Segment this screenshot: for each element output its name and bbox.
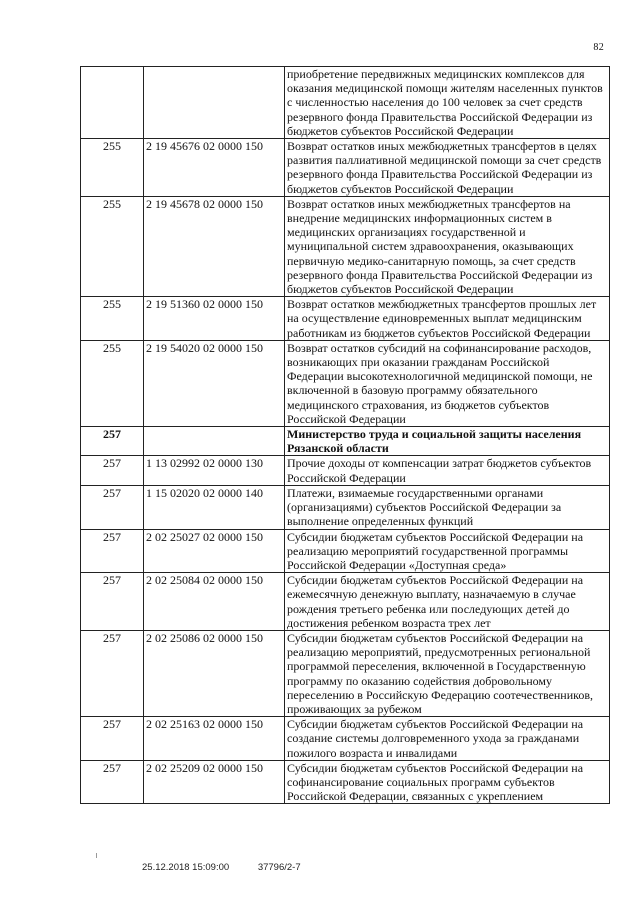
table-row (81, 485, 610, 529)
income-code-cell: 2 02 25027 02 0000 150 (144, 529, 285, 573)
description-cell: Субсидии бюджетам субъектов Российской Федерации на софинансирование социальных программ субъектов Российской Федерации, связанных с укреплением (285, 760, 610, 804)
income-code-cell (144, 427, 285, 456)
income-code-cell: 2 02 25163 02 0000 150 (144, 717, 285, 761)
table-row (81, 427, 610, 456)
department-code-cell: 255 (81, 139, 144, 197)
page-number: 82 (593, 42, 604, 53)
table-body (81, 67, 610, 804)
footer (142, 862, 301, 873)
income-code-cell: 1 15 02020 02 0000 140 (144, 485, 285, 529)
description-cell: Прочие доходы от компенсации затрат бюджетов субъектов Российской Федерации (285, 456, 610, 485)
description-cell: Субсидии бюджетам субъектов Российской Федерации на реализацию мероприятий государственной программы Российской Федерации «Доступная среда» (285, 529, 610, 573)
department-code-cell: 257 (81, 427, 144, 456)
footer-timestamp: 25.12.2018 15:09:00 (142, 862, 230, 873)
department-code-cell: 257 (81, 485, 144, 529)
department-code-cell: 255 (81, 297, 144, 341)
table-row (81, 760, 610, 804)
description-cell: приобретение передвижных медицинских комплексов для оказания медицинской помощи жителям населенных пунктов с численностью населения до 100 человек за счет средств резервного фонда Правительства Российской Федерации из бюджетов субъектов Российской Федерации (285, 67, 610, 139)
description-cell: Платежи, взимаемые государственными органами (организациями) субъектов Российской Федерации за выполнение определенных функций (285, 485, 610, 529)
document-table (80, 66, 610, 804)
footer-doc-code: 37796/2-7 (257, 862, 301, 873)
description-cell: Возврат остатков субсидий на софинансирование расходов, возникающих при оказании гражданам Российской Федерации высокотехнологичной медицинской помощи, не включенной в базовую программу обязательного медицинского страхования, из бюджетов субъектов Российской Федерации (285, 340, 610, 426)
department-code-cell: 255 (81, 340, 144, 426)
table-row (81, 717, 610, 761)
scan-mark (96, 853, 97, 858)
income-code-cell: 1 13 02992 02 0000 130 (144, 456, 285, 485)
description-cell: Субсидии бюджетам субъектов Российской Федерации на реализацию мероприятий, предусмотренных региональной программой переселения, включенной в Государственную программу по оказанию содействия добровольному переселению в Российскую Федерацию соотечественников, проживающих за рубежом (285, 630, 610, 716)
income-code-cell (144, 67, 285, 139)
table-row (81, 573, 610, 631)
department-code-cell: 257 (81, 760, 144, 804)
table-row (81, 456, 610, 485)
table-row (81, 630, 610, 716)
department-code-cell (81, 67, 144, 139)
description-cell: Субсидии бюджетам субъектов Российской Федерации на создание системы долговременного ухода за гражданами пожилого возраста и инвалидами (285, 717, 610, 761)
table-row (81, 196, 610, 296)
description-cell: Возврат остатков иных межбюджетных трансфертов в целях развития паллиативной медицинской помощи за счет средств резервного фонда Правительства Российской Федерации из бюджетов субъектов Российской Федерации (285, 139, 610, 197)
income-code-cell: 2 02 25084 02 0000 150 (144, 573, 285, 631)
income-code-cell: 2 02 25209 02 0000 150 (144, 760, 285, 804)
department-code-cell: 257 (81, 573, 144, 631)
description-cell: Возврат остатков межбюджетных трансфертов прошлых лет на осуществление единовременных выплат медицинским работникам из бюджетов субъектов Российской Федерации (285, 297, 610, 341)
department-code-cell: 257 (81, 717, 144, 761)
income-code-cell: 2 19 45676 02 0000 150 (144, 139, 285, 197)
department-code-cell: 257 (81, 456, 144, 485)
description-cell: Субсидии бюджетам субъектов Российской Федерации на ежемесячную денежную выплату, назначаемую в случае рождения третьего ребенка или последующих детей до достижения ребенком возраста трех лет (285, 573, 610, 631)
table-row (81, 139, 610, 197)
department-code-cell: 257 (81, 529, 144, 573)
table-row (81, 297, 610, 341)
income-code-cell: 2 19 51360 02 0000 150 (144, 297, 285, 341)
department-code-cell: 257 (81, 630, 144, 716)
income-code-cell: 2 19 54020 02 0000 150 (144, 340, 285, 426)
income-code-cell: 2 02 25086 02 0000 150 (144, 630, 285, 716)
description-cell: Возврат остатков иных межбюджетных трансфертов на внедрение медицинских информационных систем в медицинских организациях государственной и муниципальной систем здравоохранения, оказывающих первичную медико-санитарную помощь, за счет средств резервного фонда Правительства Российской Федерации из бюджетов субъектов Российской Федерации (285, 196, 610, 296)
department-code-cell: 255 (81, 196, 144, 296)
table-row (81, 340, 610, 426)
table-row (81, 67, 610, 139)
income-code-cell: 2 19 45678 02 0000 150 (144, 196, 285, 296)
table-row (81, 529, 610, 573)
description-cell: Министерство труда и социальной защиты населения Рязанской области (285, 427, 610, 456)
